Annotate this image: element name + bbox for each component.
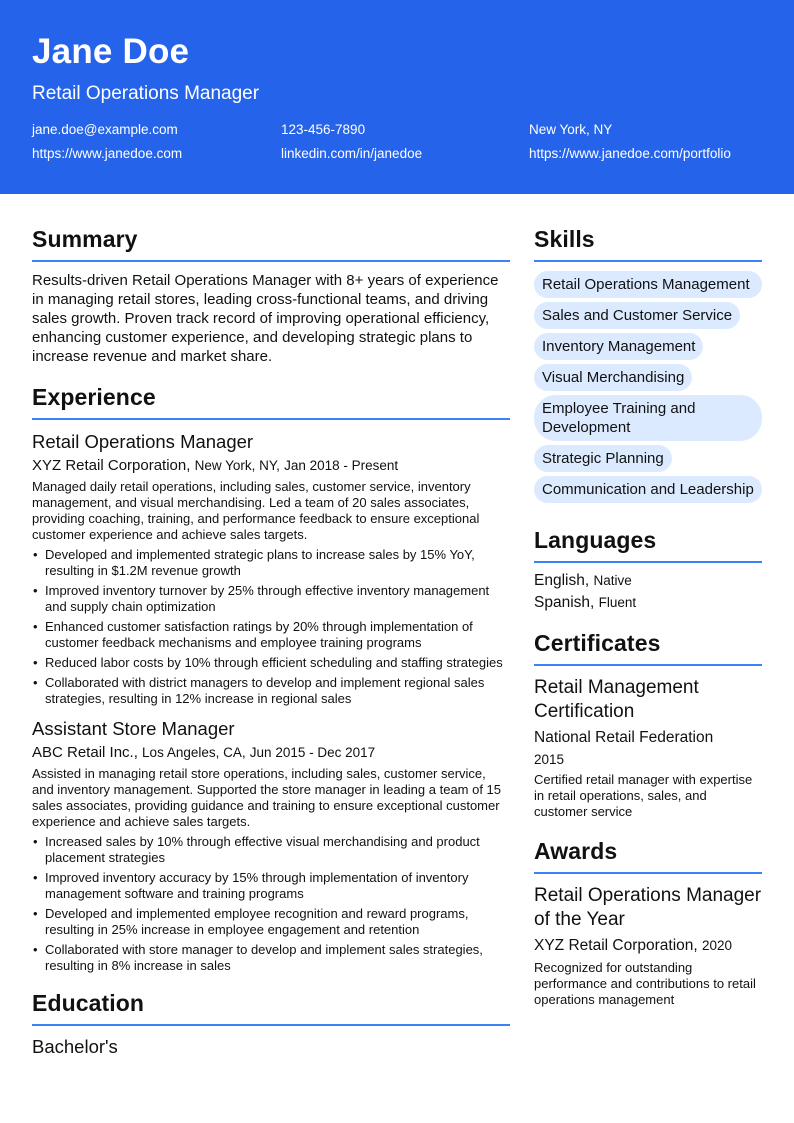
skill-tag: Inventory Management [534, 333, 703, 360]
job-bullet: • Improved inventory accuracy by 15% through implementation of inventory management software and training programs [32, 870, 510, 902]
job-bullet: • Reduced labor costs by 10% through efficient scheduling and staffing strategies [32, 655, 510, 671]
education-degree: Bachelor's [32, 1036, 118, 1057]
skill-tag: Visual Merchandising [534, 364, 692, 391]
job-entry [32, 718, 510, 974]
skill-tag: Employee Training and Development [534, 395, 762, 441]
award-title: Retail Operations Manager of the Year [534, 885, 762, 930]
language-level: Fluent [598, 595, 637, 610]
contact-linkedin[interactable]: linkedin.com/in/janedoe [281, 146, 423, 161]
skill-tag: Communication and Leadership [534, 476, 762, 503]
job-bullets [32, 547, 510, 707]
job-title: Assistant Store Manager [32, 718, 235, 739]
contact-location: New York, NY [529, 122, 613, 137]
award-issuer: XYZ Retail Corporation, [534, 937, 698, 954]
job-bullet: • Enhanced customer satisfaction ratings by 20% through implementation of customer feedback mechanisms and employee training programs [32, 619, 510, 651]
language-name: English, [534, 572, 590, 589]
job-meta [32, 457, 510, 474]
language-name: Spanish, [534, 594, 595, 611]
education-section [32, 990, 510, 1058]
skill-tag: Sales and Customer Service [534, 302, 740, 329]
contact-email[interactable]: jane.doe@example.com [32, 122, 178, 137]
summary-text: Results-driven Retail Operations Manager with 8+ years of experience in managing retail stores, leading cross-functional teams, and driving sales growth. Proven track record of improving operational efficiency, enhancing customer experience, and developing strategic plans to increase revenue and market share. [32, 272, 499, 365]
language-item [534, 572, 762, 590]
candidate-name: Jane Doe [32, 32, 190, 71]
job-bullet: • Collaborated with store manager to develop and implement sales strategies, resulting in 8% increase in sales [32, 942, 510, 974]
job-entry [32, 431, 510, 707]
job-dates: Jun 2015 - Dec 2017 [249, 745, 376, 760]
language-level: Native [593, 573, 632, 588]
awards-section [534, 838, 762, 1008]
languages-section [534, 527, 762, 612]
skill-tag: Retail Operations Management [534, 271, 762, 298]
job-location: Los Angeles, CA, [142, 745, 246, 760]
job-description: Managed daily retail operations, including sales, customer service, inventory management, and visual merchandising. Led a team of 20 sales associates, providing coaching, training, and performance feedback to ensure exceptional customer experience and achieve sales targets. [32, 479, 480, 542]
job-bullet: • Developed and implemented strategic plans to increase sales by 15% YoY, resulting in $1.2M revenue growth [32, 547, 510, 579]
resume-header [0, 0, 794, 194]
certificate-description: Certified retail manager with expertise in retail operations, sales, and customer service [534, 772, 753, 819]
certificate-year: 2015 [534, 752, 565, 767]
job-bullet: • Collaborated with district managers to develop and implement regional sales strategies, resulting in 12% increase in regional sales [32, 675, 510, 707]
certificate-entry [534, 676, 762, 820]
contact-phone[interactable]: 123-456-7890 [281, 122, 366, 137]
job-company: ABC Retail Inc., [32, 744, 138, 761]
job-meta [32, 744, 510, 761]
skill-tag: Strategic Planning [534, 445, 672, 472]
contact-portfolio[interactable]: https://www.janedoe.com/portfolio [529, 146, 731, 161]
award-meta [534, 937, 762, 955]
award-year: 2020 [702, 938, 733, 953]
experience-heading: Experience [32, 384, 510, 420]
certificates-heading: Certificates [534, 630, 762, 666]
languages-list [534, 572, 762, 612]
award-entry [534, 884, 762, 1008]
candidate-title: Retail Operations Manager [32, 83, 260, 104]
experience-section [32, 384, 510, 974]
job-dates: Jan 2018 - Present [284, 458, 399, 473]
skills-heading: Skills [534, 226, 762, 262]
education-heading: Education [32, 990, 510, 1026]
summary-heading: Summary [32, 226, 510, 262]
job-bullet: • Improved inventory turnover by 25% through effective inventory management and supply chain optimization [32, 583, 510, 615]
skills-list [534, 271, 762, 503]
job-location: New York, NY, [194, 458, 280, 473]
job-description: Assisted in managing retail store operations, including sales, customer service, and inventory management. Supported the store manager in leading a team of 15 sales associates, providing guidance and training to ensure exceptional customer experience and achieve sales targets. [32, 766, 502, 829]
certificate-title: Retail Management Certification [534, 677, 699, 722]
contact-website[interactable]: https://www.janedoe.com [32, 146, 183, 161]
summary-section [32, 226, 510, 366]
award-description: Recognized for outstanding performance and contributions to retail operations management [534, 960, 756, 1007]
sidebar-column [534, 226, 762, 1008]
language-item [534, 594, 762, 612]
skills-section [534, 226, 762, 503]
certificate-issuer: National Retail Federation [534, 729, 714, 746]
job-bullet: • Increased sales by 10% through effective visual merchandising and product placement strategies [32, 834, 510, 866]
languages-heading: Languages [534, 527, 762, 563]
job-bullet: • Developed and implemented employee recognition and reward programs, resulting in 25% increase in employee engagement and retention [32, 906, 510, 938]
awards-heading: Awards [534, 838, 762, 874]
job-bullets [32, 834, 510, 974]
certificates-section [534, 630, 762, 820]
job-title: Retail Operations Manager [32, 431, 254, 452]
job-company: XYZ Retail Corporation, [32, 457, 191, 474]
main-column [32, 226, 510, 1058]
